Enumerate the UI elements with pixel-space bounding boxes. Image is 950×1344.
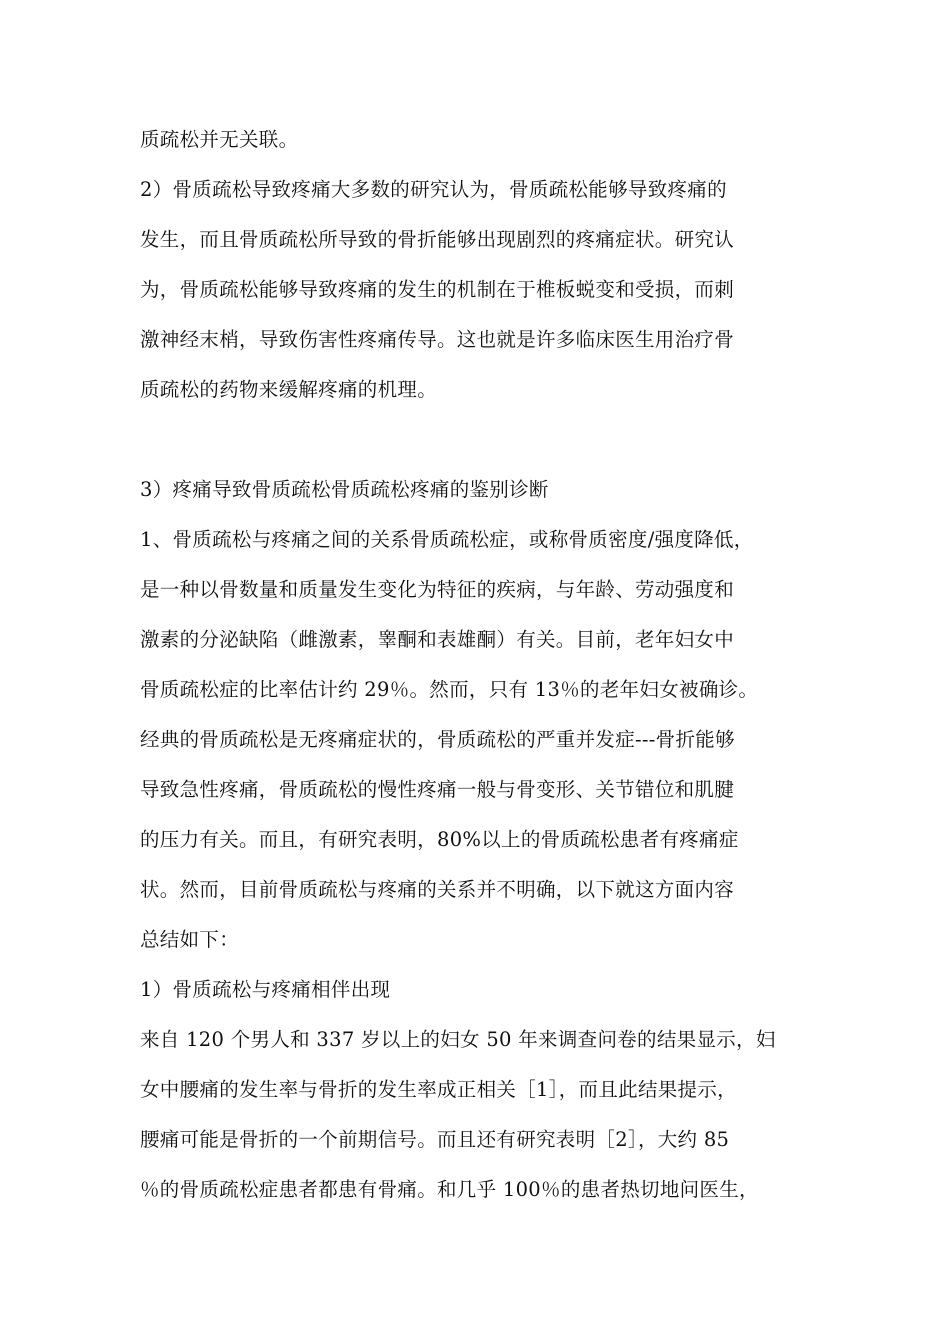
paragraph-line: 状。然而，目前骨质疏松与疼痛的关系并不明确，以下就这方面内容 [140, 878, 735, 901]
paragraph-line: 的压力有关。而且，有研究表明，80%以上的骨质疏松患者有疼痛症 [140, 828, 739, 851]
paragraph-line: 质疏松并无关联。 [140, 128, 299, 151]
paragraph-line: 总结如下： [140, 928, 240, 951]
paragraph-line: ％的骨质疏松症患者都患有骨痛。和几乎 100％的患者热切地问医生， [140, 1178, 759, 1201]
paragraph-line: 腰痛可能是骨折的一个前期信号。而且还有研究表明［2］，大约 85 [140, 1128, 730, 1151]
paragraph-line: 是一种以骨数量和质量发生变化为特征的疾病，与年龄、劳动强度和 [140, 578, 735, 601]
paragraph-line: 经典的骨质疏松是无疼痛症状的，骨质疏松的严重并发症---骨折能够 [140, 728, 735, 751]
paragraph-line: 女中腰痛的发生率与骨折的发生率成正相关［1］，而且此结果提示， [140, 1078, 737, 1101]
paragraph-line: 2）骨质疏松导致疼痛大多数的研究认为，骨质疏松能够导致疼痛的 [140, 178, 727, 201]
paragraph-line: 导致急性疼痛，骨质疏松的慢性疼痛一般与骨变形、关节错位和肌腱 [140, 778, 735, 801]
section-heading: 3）疼痛导致骨质疏松骨质疏松疼痛的鉴别诊断 [140, 478, 549, 501]
paragraph-line: 来自 120 个男人和 337 岁以上的妇女 50 年来调查问卷的结果显示，妇 [140, 1028, 776, 1051]
paragraph-line: 为，骨质疏松能够导致疼痛的发生的机制在于椎板蜕变和受损，而刺 [140, 278, 735, 301]
paragraph-line: 激神经末梢，导致伤害性疼痛传导。这也就是许多临床医生用治疗骨 [140, 328, 735, 351]
subsection-heading: 1）骨质疏松与疼痛相伴出现 [140, 978, 391, 1001]
paragraph-line: 质疏松的药物来缓解疼痛的机理。 [140, 378, 438, 401]
paragraph-line: 1、骨质疏松与疼痛之间的关系骨质疏松症，或称骨质密度/强度降低， [140, 528, 754, 551]
paragraph-line: 骨质疏松症的比率估计约 29％。然而，只有 13％的老年妇女被确诊。 [140, 678, 759, 701]
paragraph-line: 激素的分泌缺陷（雌激素，睾酮和表雄酮）有关。目前，老年妇女中 [140, 628, 735, 651]
paragraph-line: 发生，而且骨质疏松所导致的骨折能够出现剧烈的疼痛症状。研究认 [140, 228, 735, 251]
